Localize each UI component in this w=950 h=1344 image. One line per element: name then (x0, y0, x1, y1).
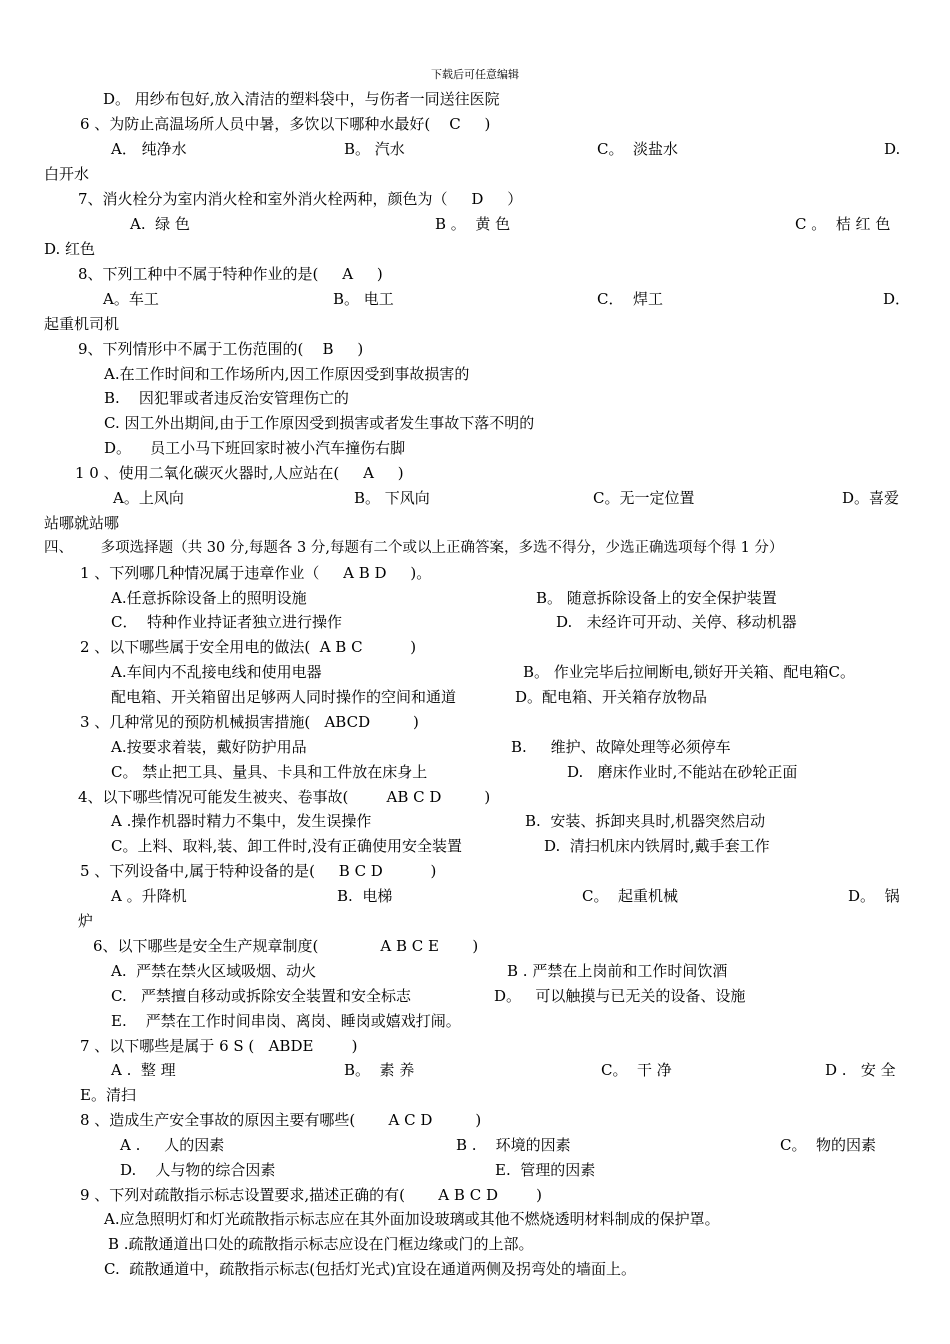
m5-stem: 5 、下列设备中,属于特种设备的是( B C D ) (80, 862, 437, 880)
m8-option-a: A . 人的因素 (120, 1136, 225, 1154)
m4-option-c: C。上料、取料,装、卸工件时,没有正确使用安全装置 (111, 837, 463, 855)
m6-option-c: C. 严禁擅自移动或拆除安全装置和安全标志 (111, 987, 412, 1005)
m6-option-e: E. 严禁在工作时间串岗、离岗、睡岗或嬉戏打闹。 (111, 1012, 461, 1030)
m2-stem: 2 、以下哪些属于安全用电的做法( A B C ) (80, 638, 417, 656)
m4-stem: 4、以下哪些情况可能发生被夹、卷事故( AB C D ) (78, 788, 491, 806)
q9-option-b: B. 因犯罪或者违反治安管理伤亡的 (104, 389, 349, 407)
q6-option-b: B。 汽水 (344, 140, 405, 158)
q7-option-b: B 。 黄 色 (435, 215, 511, 233)
m2-option-a: A.车间内不乱接电线和使用电器 (111, 663, 322, 681)
m8-option-e: E. 管理的因素 (495, 1161, 596, 1179)
q10-stem: 1 0 、使用二氧化碳灭火器时,人应站在( A ) (75, 464, 404, 482)
page-header: 下载后可任意编辑 (431, 68, 519, 81)
q6-option-a: A． 纯净水 (111, 140, 187, 158)
m9-option-b: B .疏散通道出口处的疏散指示标志应设在门框边缘或门的上部。 (108, 1235, 534, 1253)
q6-option-c: C。 淡盐水 (597, 140, 679, 158)
m6-option-d: D。 可以触摸与已无关的设备、设施 (494, 987, 746, 1005)
m5-option-a: A 。升降机 (111, 887, 187, 905)
m7-option-e: E。清扫 (80, 1086, 136, 1104)
m4-option-a: A .操作机器时精力不集中，发生误操作 (111, 812, 372, 830)
q8-option-d: D． (883, 290, 911, 308)
q9-option-a: A.在工作时间和工作场所内,因工作原因受到事故损害的 (104, 365, 470, 383)
q7-option-c: C 。 桔 红 色 (795, 215, 891, 233)
m8-stem: 8 、造成生产安全事故的原因主要有哪些( A C D ) (80, 1111, 482, 1129)
m1-option-c: C． 特种作业持证者独立进行操作 (111, 613, 343, 631)
m8-option-d: D. 人与物的综合因素 (120, 1161, 276, 1179)
m2-option-d: D。配电箱、开关箱存放物品 (515, 688, 708, 706)
m7-option-c: C。 干 净 (601, 1061, 672, 1079)
q6-stem: 6 、为防止高温场所人员中暑，多饮以下哪种水最好( C ) (80, 115, 491, 133)
q10-option-d: D。喜爱 (842, 489, 900, 507)
q5-option-d: D。 用纱布包好,放入清洁的塑料袋中，与伤者一同送往医院 (103, 90, 500, 108)
q9-option-d: D。 员工小马下班回家时被小汽车撞伤右脚 (104, 439, 406, 457)
q10-option-c: C。无一定位置 (593, 489, 695, 507)
m7-stem: 7 、以下哪些是属于 6 S ( ABDE ) (80, 1037, 358, 1055)
m6-stem: 6、以下哪些是安全生产规章制度( A B C E ) (93, 937, 479, 955)
q10-option-b: B。 下风向 (354, 489, 430, 507)
m5-option-c: C。 起重机械 (582, 887, 679, 905)
q8-option-b: B。 电工 (333, 290, 394, 308)
m7-option-a: A . 整 理 (111, 1061, 176, 1079)
m8-option-c: C。 物的因素 (780, 1136, 877, 1154)
q8-option-d-cont: 起重机司机 (44, 315, 120, 333)
q10-option-a: A。上风向 (113, 489, 184, 507)
m3-option-d: D. 磨床作业时,不能站在砂轮正面 (567, 763, 798, 781)
m3-option-b: B. 维护、故障处理等必须停车 (511, 738, 731, 756)
m6-option-a: A. 严禁在禁火区域吸烟、动火 (111, 962, 317, 980)
m5-option-b: B. 电梯 (337, 887, 393, 905)
q9-option-c: C. 因工外出期间,由于工作原因受到损害或者发生事故下落不明的 (104, 414, 535, 432)
m9-stem: 9 、下列对疏散指示标志设置要求,描述正确的有( A B C D ) (80, 1186, 542, 1204)
m5-option-d-cont: 炉 (78, 912, 94, 930)
m9-option-a: A.应急照明灯和灯光疏散指示标志应在其外面加设玻璃或其他不燃烧透明材料制成的保护罩。 (104, 1210, 720, 1228)
m1-option-d: D. 未经许可开动、关停、移动机器 (556, 613, 797, 631)
q6-option-d: D. (884, 140, 901, 158)
q6-option-d-cont: 白开水 (44, 165, 90, 183)
m1-stem: 1 、下列哪几种情况属于违章作业（ A B D )。 (80, 564, 432, 582)
m1-option-a: A.任意拆除设备上的照明设施 (111, 589, 307, 607)
q10-option-d-cont: 站哪就站哪 (44, 514, 120, 532)
m2-option-b: B。 作业完毕后拉闸断电,锁好开关箱、配电箱C。 (523, 663, 856, 681)
m4-option-d: D. 清扫机床内铁屑时,戴手套工作 (544, 837, 770, 855)
m9-option-c: C. 疏散通道中，疏散指示标志(包括灯光式)宜设在通道两侧及拐弯处的墙面上。 (104, 1260, 636, 1278)
m3-option-a: A.按要求着装，戴好防护用品 (111, 738, 307, 756)
m3-option-c: C。 禁止把工具、量具、卡具和工件放在床身上 (111, 763, 428, 781)
m2-option-c: 配电箱、开关箱留出足够两人同时操作的空间和通道 (111, 688, 457, 706)
q7-stem: 7、消火栓分为室内消火栓和室外消火栓两种，颜色为（ D ） (78, 190, 523, 208)
m1-option-b: B。 随意拆除设备上的安全保护装置 (536, 589, 777, 607)
q9-stem: 9、下列情形中不属于工伤范围的( B ) (78, 340, 364, 358)
m8-option-b: B . 环境的因素 (456, 1136, 571, 1154)
m7-option-b: B。 素 养 (344, 1061, 415, 1079)
m5-option-d: D。 锅 (848, 887, 900, 905)
m3-stem: 3 、几种常见的预防机械损害措施( ABCD ) (80, 713, 419, 731)
q7-option-a: A. 绿 色 (130, 215, 190, 233)
m7-option-d: D . 安 全 (825, 1061, 896, 1079)
q8-stem: 8、下列工种中不属于特种作业的是( A ) (78, 265, 383, 283)
m4-option-b: B. 安装、拆卸夹具时,机器突然启动 (525, 812, 766, 830)
m6-option-b: B . 严禁在上岗前和工作时间饮酒 (507, 962, 728, 980)
section-title: 四、 多项选择题（共 30 分,每题各 3 分,每题有二个或以上正确答案，多选不得分，少选正确选项每个得 1 分） (44, 540, 784, 556)
q8-option-a: A。车工 (103, 290, 159, 308)
q8-option-c: C． 焊工 (597, 290, 664, 308)
q7-option-d: D. 红色 (44, 240, 96, 258)
